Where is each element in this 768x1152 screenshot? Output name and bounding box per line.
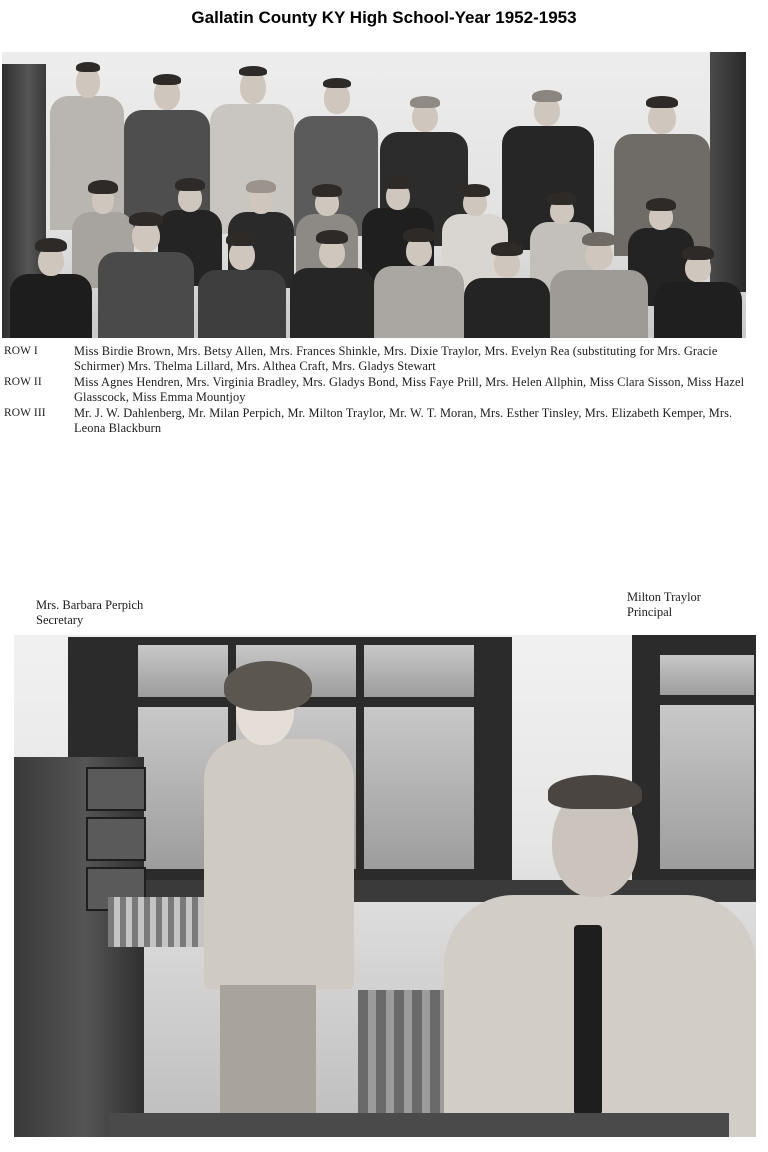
faculty-member <box>464 240 550 338</box>
principal-hair <box>548 775 642 809</box>
office-photo <box>14 635 756 1137</box>
row-label: ROW II <box>4 375 42 388</box>
faculty-member <box>550 230 648 338</box>
faculty-member <box>374 226 464 338</box>
principal-tie <box>574 925 602 1115</box>
faculty-member <box>654 244 742 338</box>
row-names: Mr. J. W. Dahlenberg, Mr. Milan Perpich, Mr. Milton Traylor, Mr. W. T. Moran, Mrs. Esther Tinsley, Mrs. Elizabeth Kemper, Mrs. Leona Blackburn <box>74 405 733 436</box>
file-cabinet <box>14 757 144 1137</box>
secretary-title: Secretary <box>36 613 84 627</box>
faculty-member <box>10 236 92 338</box>
desk <box>109 1113 729 1137</box>
principal-title: Principal <box>627 605 673 619</box>
caption-row-3 <box>4 406 756 437</box>
faculty-member <box>98 210 194 338</box>
principal-name: Milton Traylor <box>627 590 701 604</box>
principal-figure <box>444 775 756 1137</box>
row-label: ROW I <box>4 345 38 357</box>
caption-row-1 <box>4 344 756 375</box>
row-names: Miss Agnes Hendren, Mrs. Virginia Bradley, Mrs. Gladys Bond, Miss Faye Prill, Mrs. Helen Allphin, Miss Clara Sisson, Miss Hazel Glasscock, Miss Emma Mountjoy <box>74 374 745 405</box>
secretary-jacket <box>204 739 354 989</box>
faculty-member <box>290 228 374 338</box>
window-glass <box>364 645 474 697</box>
faculty-caption <box>4 344 756 436</box>
secretary-figure <box>164 655 354 1137</box>
principal-caption <box>627 590 701 620</box>
cabinet-drawer <box>86 767 146 811</box>
page-title: Gallatin County KY High School-Year 1952-1953 <box>191 8 577 27</box>
caption-row-2 <box>4 375 756 406</box>
faculty-member <box>198 230 286 338</box>
cabinet-drawer <box>86 817 146 861</box>
secretary-hair <box>224 661 312 711</box>
faculty-group-photo <box>2 52 746 338</box>
row-names: Miss Birdie Brown, Mrs. Betsy Allen, Mrs. Frances Shinkle, Mrs. Dixie Traylor, Mrs. Evelyn Rea (substituting for Mrs. Gracie Schirmer) Mrs. Thelma Lillard, Mrs. Althea Craft, Mrs. Gladys Stewart <box>74 344 718 374</box>
row-label: ROW III <box>4 406 46 419</box>
secretary-name: Mrs. Barbara Perpich <box>36 598 144 612</box>
window-glass <box>660 655 754 695</box>
secretary-caption <box>36 598 143 628</box>
